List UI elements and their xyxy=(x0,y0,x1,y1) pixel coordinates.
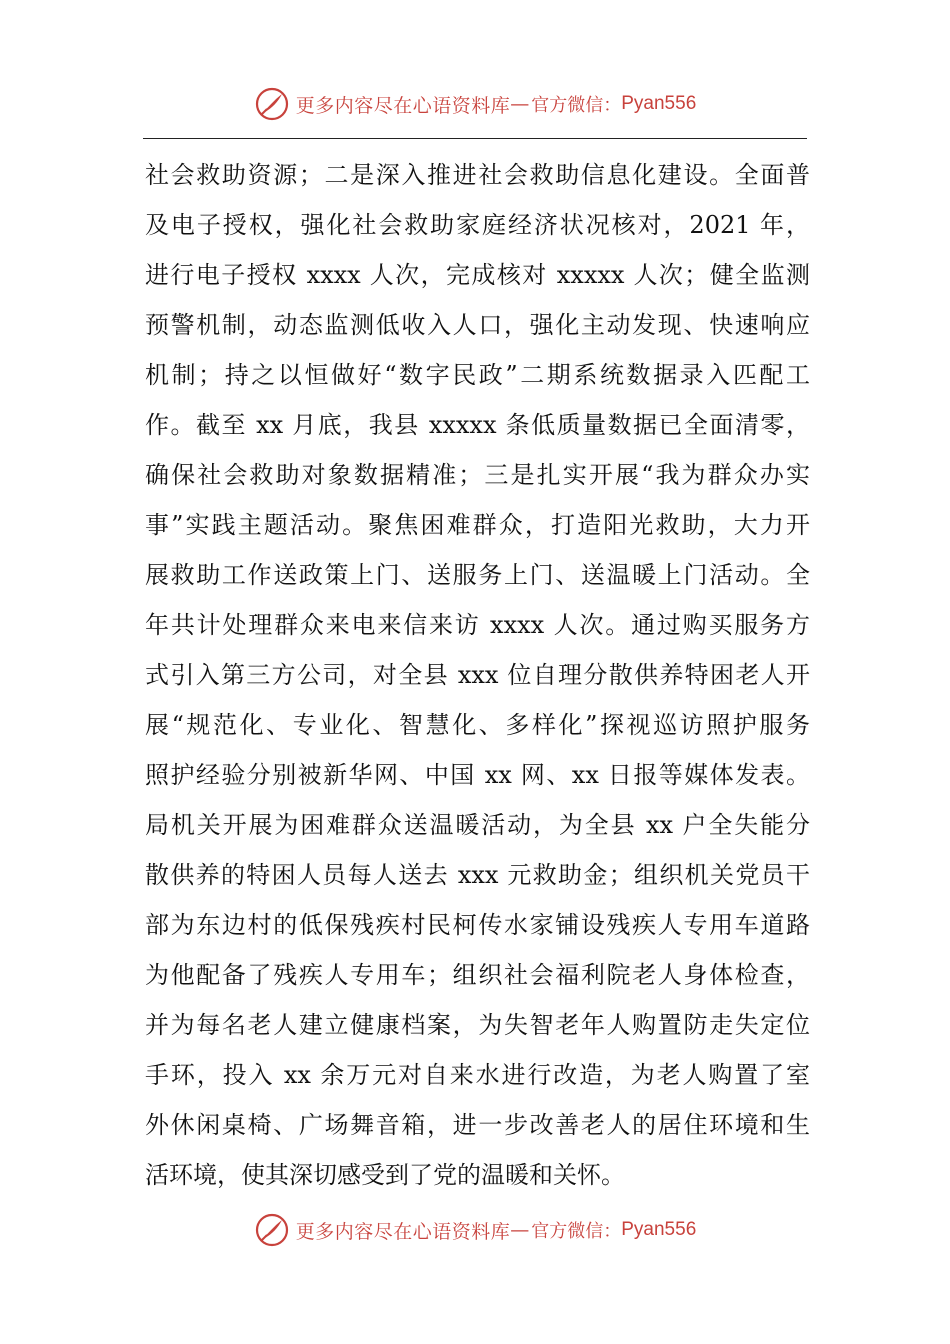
body-line: 展救助工作送政策上门、送服务上门、送温暖上门活动。全 xyxy=(145,561,810,589)
body-line: 确保社会救助对象数据精准；三是扎实开展“我为群众办实 xyxy=(145,461,810,489)
header-wechat-id: Pyan556 xyxy=(621,93,697,114)
header-banner xyxy=(0,82,950,126)
body-line: 手环，投入 xx 余万元对自来水进行改造，为老人购置了室 xyxy=(145,1061,810,1089)
body-line: 进行电子授权 xxxx 人次，完成核对 xxxxx 人次；健全监测 xyxy=(145,261,810,289)
body-line: 部为东边村的低保残疾村民柯传水家铺设残疾人专用车道路 xyxy=(145,911,810,939)
body-line: 并为每名老人建立健康档案，为失智老年人购置防走失定位 xyxy=(145,1011,810,1039)
body-line: 散供养的特困人员每人送去 xxx 元救助金；组织机关党员干 xyxy=(145,861,810,889)
header-divider xyxy=(143,138,807,139)
body-line: 活环境，使其深切感受到了党的温暖和关怀。 xyxy=(145,1161,625,1189)
body-line: 为他配备了残疾人专用车；组织社会福利院老人身体检查， xyxy=(145,961,810,989)
body-line: 社会救助资源；二是深入推进社会救助信息化建设。全面普 xyxy=(145,161,810,189)
header-wechat-label: 官方微信： xyxy=(531,95,622,116)
body-line: 局机关开展为困难群众送温暖活动，为全县 xx 户全失能分 xyxy=(145,811,810,839)
footer-banner xyxy=(0,1208,950,1252)
footer-site-text: 更多内容尽在心语资料库 xyxy=(295,1220,511,1243)
body-line: 外休闲桌椅、广场舞音箱，进一步改善老人的居住环境和生 xyxy=(145,1111,810,1139)
body-line: 机制；持之以恒做好“数字民政”二期系统数据录入匹配工 xyxy=(145,361,810,389)
body-line: 照护经验分别被新华网、中国 xx 网、xx 日报等媒体发表。 xyxy=(145,761,810,789)
quill-pen-logo-icon xyxy=(254,1212,290,1248)
body-line: 预警机制，动态监测低收入人口，强化主动发现、快速响应 xyxy=(145,311,810,339)
body-line: 及电子授权，强化社会救助家庭经济状况核对，2021 年， xyxy=(145,211,810,239)
body-line: 式引入第三方公司，对全县 xxx 位自理分散供养特困老人开 xyxy=(145,661,810,689)
body-line: 展“规范化、专业化、智慧化、多样化”探视巡访照护服务 xyxy=(145,711,810,739)
header-site-text: 更多内容尽在心语资料库 xyxy=(295,94,511,117)
document-body xyxy=(145,150,810,1200)
footer-wechat-id: Pyan556 xyxy=(621,1219,697,1240)
body-line: 事”实践主题活动。聚焦困难群众，打造阳光救助，大力开 xyxy=(145,511,810,539)
body-line: 年共计处理群众来电来信来访 xxxx 人次。通过购买服务方 xyxy=(145,611,810,639)
footer-wechat-label: 官方微信： xyxy=(531,1221,622,1242)
body-line: 作。截至 xx 月底，我县 xxxxx 条低质量数据已全面清零， xyxy=(145,411,810,439)
header-separator: — xyxy=(510,93,530,115)
footer-separator: — xyxy=(510,1219,530,1241)
quill-pen-logo-icon xyxy=(254,86,290,122)
